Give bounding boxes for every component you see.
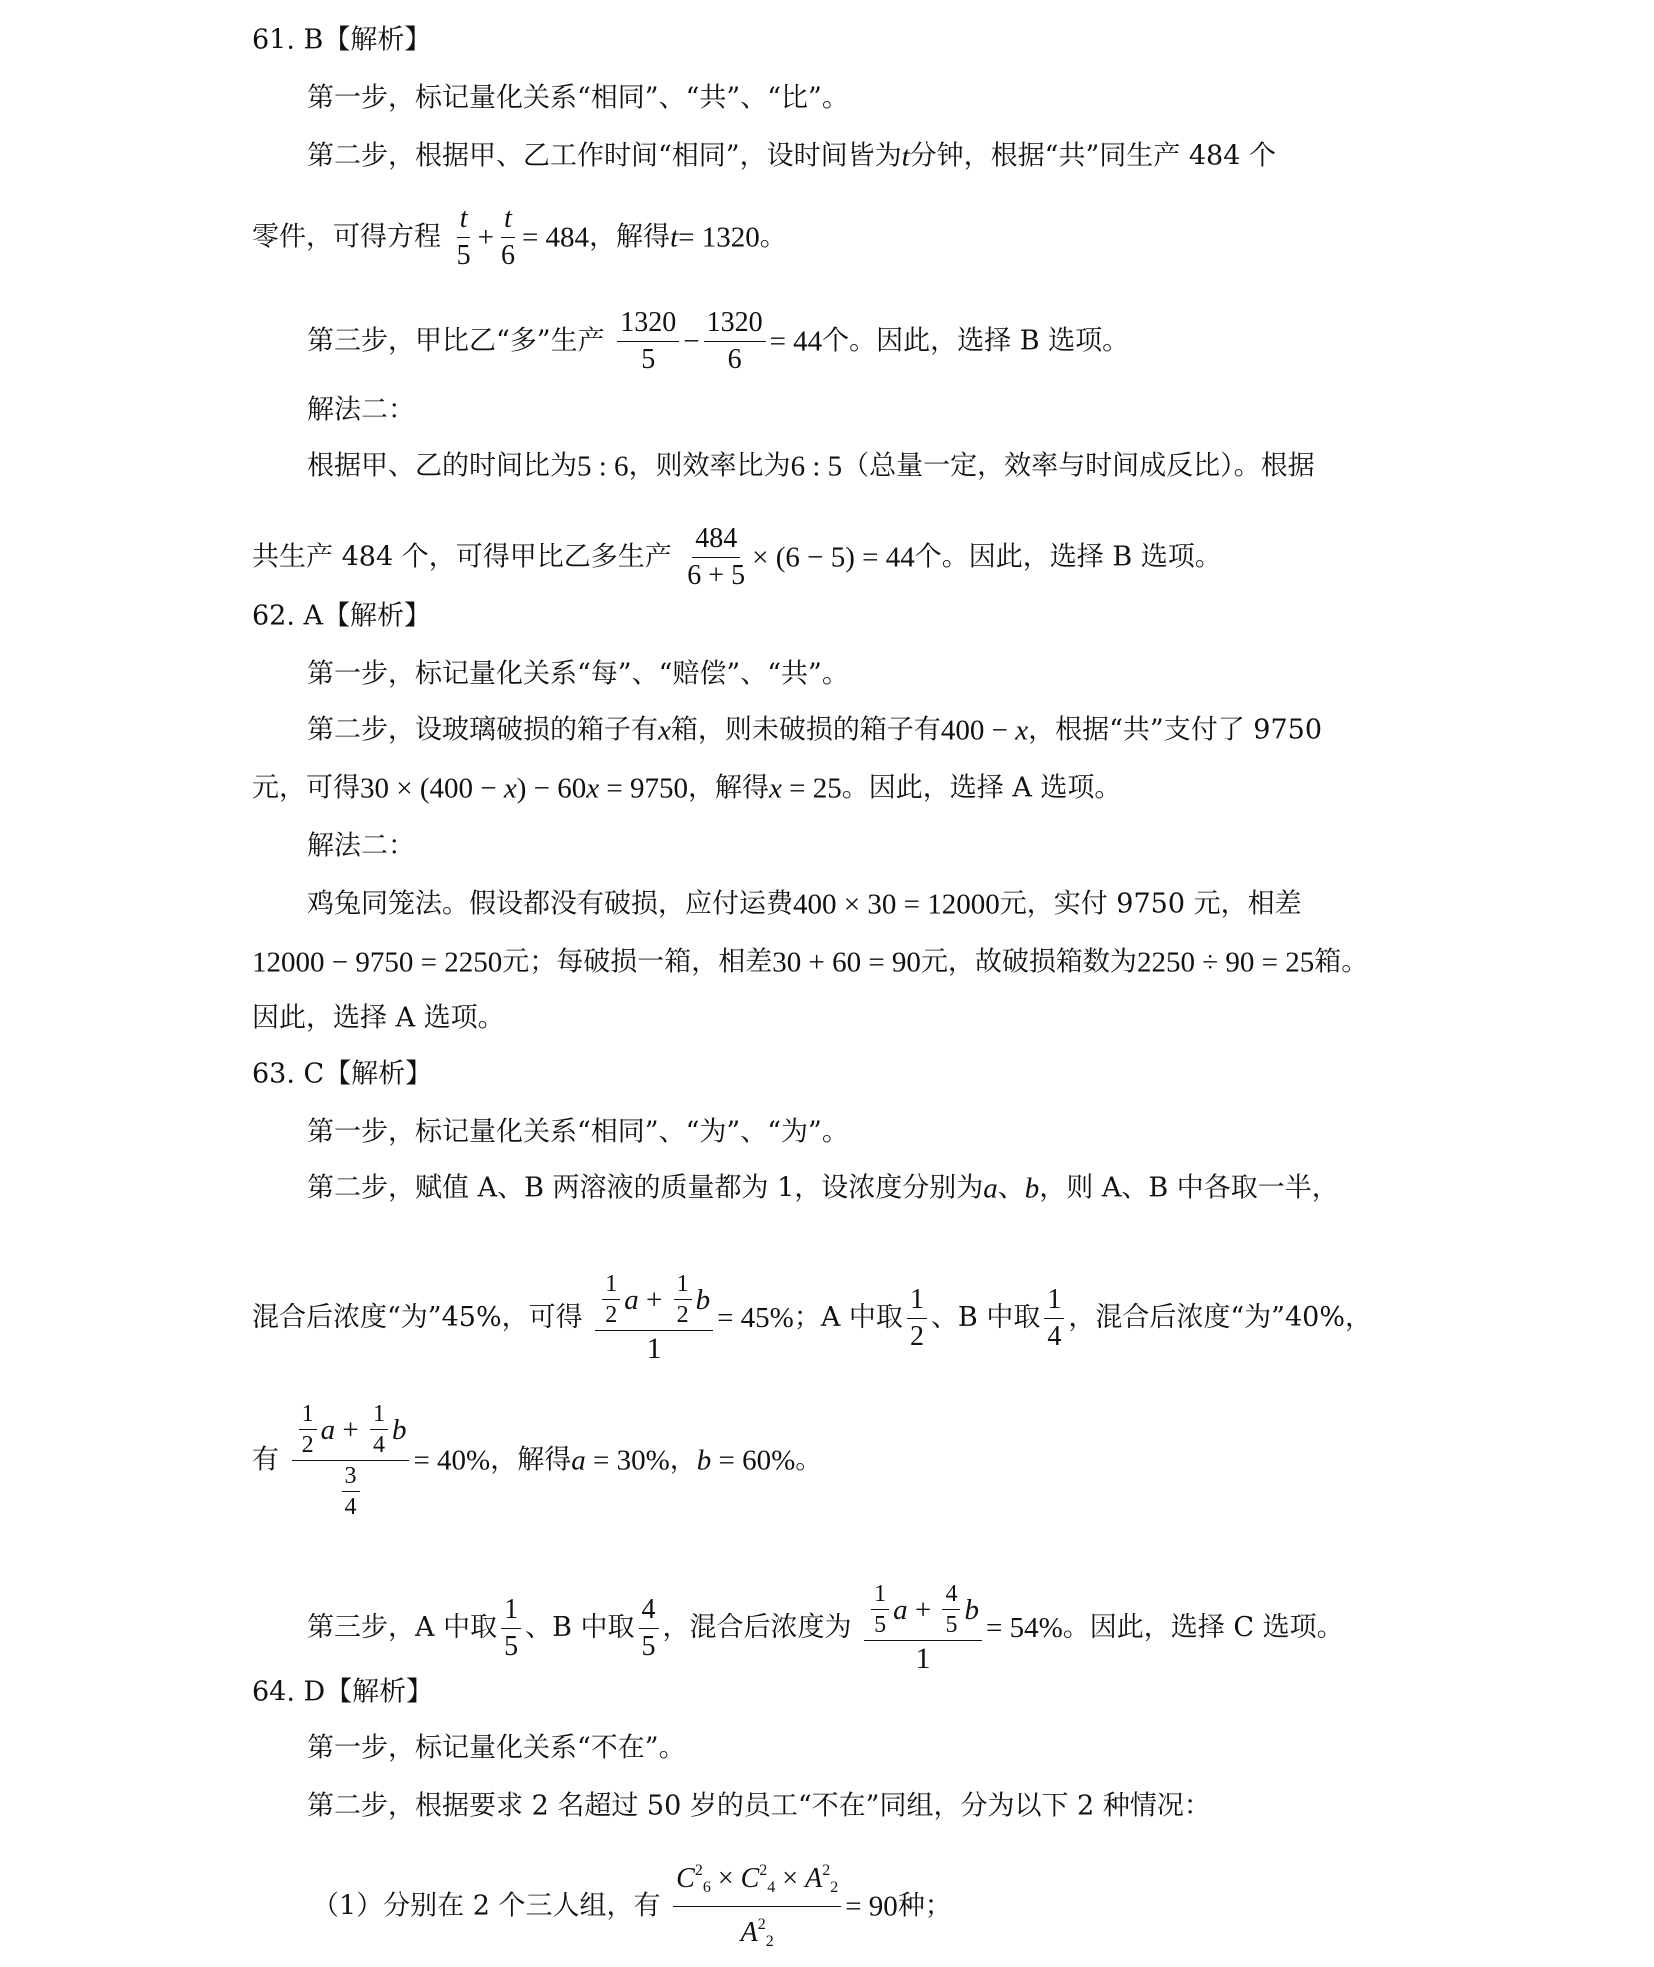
combinatorics-fraction: $\frac{C^2_6 \times C^2_4 \times A^2_2}{A^2_2}$ xyxy=(673,1854,841,1959)
q64-title: 64. D【解析】 xyxy=(252,1676,434,1708)
fraction-one-half: $\frac{1}{2}$ xyxy=(907,1283,927,1354)
q63-step2-line2: 混合后浓度“为”45%，可得 $\frac{1}{2}$ a + $\frac{1}{2}$ b 1 = 45%；A 中取 $\frac{1}{2}$ 、B 中取 $\frac{1}{4}$ ，混合后浓度“为”40%， xyxy=(252,1271,1372,1365)
q61-alt-title: 解法二： xyxy=(307,394,415,426)
fraction-one-fifth: $\frac{1}{5}$ xyxy=(501,1593,521,1664)
compound-fraction-54: $\frac{1}{5}$ a + $\frac{4}{5}$ b 1 xyxy=(864,1580,982,1676)
fraction-1320-over-5: $\frac{1320}{5}$ xyxy=(617,306,679,377)
q62-step1: 第一步，标记量化关系“每”、“赔偿”、“共”。 xyxy=(307,658,849,690)
q63-step3: 第三步，A 中取 $\frac{1}{5}$ 、B 中取 $\frac{4}{5}$ ，混合后浓度为 $\frac{1}{5}$ a + $\frac{4}{5}$ b 1 = 54%。因此，选择 C 选项。 xyxy=(307,1581,1344,1675)
q62-alt-title: 解法二： xyxy=(307,830,415,862)
compound-fraction-45: $\frac{1}{2}$ a + $\frac{1}{2}$ b 1 xyxy=(595,1270,713,1366)
q62-alt-line3: 因此，选择 A 选项。 xyxy=(252,1002,505,1034)
q63-step2-line1: 第二步，赋值 A、B 两溶液的质量都为 1，设浓度分别为a、b，则 A、B 中各取一半， xyxy=(307,1172,1339,1205)
q64-case1: （1）分别在 2 个三人组，有 $\frac{C^2_6 \times C^2_4 \times A^2_2}{A^2_2}$ = 90种； xyxy=(312,1854,1404,1959)
q62-step2-line2: 元，可得30 × (400 − x) − 60x = 9750，解得x = 25。因此，选择 A 选项。 xyxy=(252,772,1122,805)
q63-step1: 第一步，标记量化关系“相同”、“为”、“为”。 xyxy=(307,1116,849,1148)
fraction-one-quarter: $\frac{1}{4}$ xyxy=(1044,1283,1064,1354)
fraction-four-fifths: $\frac{4}{5}$ xyxy=(639,1593,659,1664)
q61-step2-line1: 第二步，根据甲、乙工作时间“相同”，设时间皆为t分钟，根据“共”同生产 484 个 xyxy=(307,140,1276,173)
q64-step1: 第一步，标记量化关系“不在”。 xyxy=(307,1732,686,1764)
q61-title: 61. B【解析】 xyxy=(252,24,432,56)
fraction-1320-over-6: $\frac{1320}{6}$ xyxy=(704,306,766,377)
q61-alt-line1: 根据甲、乙的时间比为5 : 6，则效率比为6 : 5（总量一定，效率与时间成反比）。根据 xyxy=(307,450,1315,483)
q63-title: 63. C【解析】 xyxy=(252,1058,433,1090)
q61-alt-line2: 共生产 484 个，可得甲比乙多生产 $\frac{484}{6 + 5}$ × (6 − 5) = 44个。因此，选择 B 选项。 xyxy=(252,523,1222,591)
fraction-t-over-5: $\frac{t}{5}$ xyxy=(456,203,471,271)
q62-title: 62. A【解析】 xyxy=(252,600,432,632)
q62-step2-line1: 第二步，设玻璃破损的箱子有x箱，则未破损的箱子有400 − x，根据“共”支付了 9750 xyxy=(307,714,1323,747)
q62-alt-line1: 鸡兔同笼法。假设都没有破损，应付运费400 × 30 = 12000元，实付 9750 元，相差 xyxy=(307,888,1302,921)
fraction-484-over-11: $\frac{484}{6 + 5}$ xyxy=(687,523,746,591)
q63-step2-line3: 有 $\frac{1}{2}$ a + $\frac{1}{4}$ b $\frac{3}{4}$ = 40%，解得a = 30%，b = 60%。 xyxy=(252,1401,823,1520)
q61-step1: 第一步，标记量化关系“相同”、“共”、“比”。 xyxy=(307,82,849,114)
q62-alt-line2: 12000 − 9750 = 2250元；每破损一箱，相差30 + 60 = 90元，故破损箱数为2250 ÷ 90 = 25箱。 xyxy=(252,946,1369,979)
fraction-t-over-6: $\frac{t}{6}$ xyxy=(500,203,515,271)
q64-step2: 第二步，根据要求 2 名超过 50 岁的员工“不在”同组，分为以下 2 种情况： xyxy=(307,1790,1211,1822)
q61-step3: 第三步，甲比乙“多”生产 $\frac{1320}{5}$ − $\frac{1320}{6}$ = 44个。因此，选择 B 选项。 xyxy=(307,307,1130,375)
compound-fraction-40: $\frac{1}{2}$ a + $\frac{1}{4}$ b $\frac{3}{4}$ xyxy=(292,1400,410,1521)
q61-step2-line2: 零件，可得方程 $\frac{t}{5}$ + $\frac{t}{6}$ = 484，解得t= 1320。 xyxy=(252,203,787,271)
